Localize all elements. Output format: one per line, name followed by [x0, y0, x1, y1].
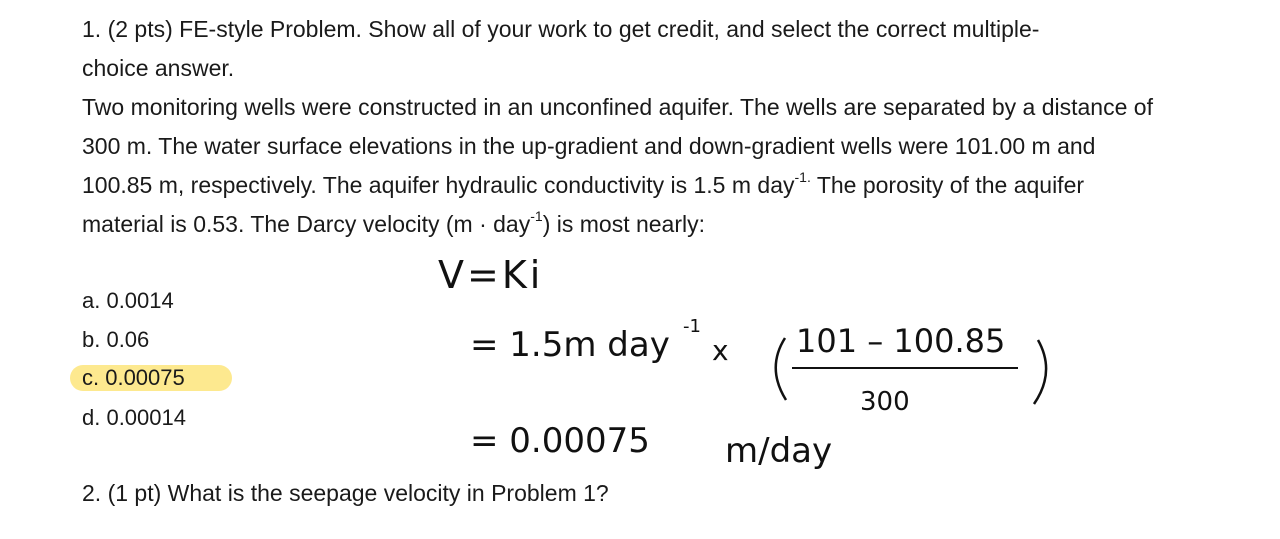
problem-1-statement — [82, 88, 1162, 244]
handwritten-times: x — [712, 334, 729, 367]
problem-1-header — [82, 10, 1162, 88]
handwritten-denominator: 300 — [860, 387, 910, 417]
unit-exponent-2: -1 — [530, 208, 543, 225]
problem-1-line-2: choice answer. — [82, 55, 235, 81]
left-paren — [776, 338, 786, 400]
statement-part-1: Two monitoring wells were constructed in an unconfined aquifer. The wells are separated by a distance of 300 m. The water surface elevations in the up-gradient and down-gradient wells were 101.00 m and 100.85 m, respectively. The aquifer hydraulic conductivity is 1.5 m day — [82, 94, 1153, 198]
statement-part-2: The porosity of the aquifer material is 0.53. The Darcy velocity (m · day — [82, 172, 1085, 237]
right-paren — [1034, 340, 1046, 404]
answer-choices — [70, 281, 232, 437]
handwritten-numerator: 101 – 100.85 — [796, 322, 1006, 360]
choice-a[interactable]: a. 0.0014 — [82, 288, 174, 313]
problem-2-text: 2. (1 pt) What is the seepage velocity in Problem 1? — [82, 480, 609, 506]
handwritten-exponent: -1 — [683, 316, 701, 337]
choice-c-highlighted[interactable]: c. 0.00075 — [70, 365, 232, 391]
choice-d[interactable]: d. 0.00014 — [82, 405, 186, 430]
unit-exponent-1: -1. — [794, 169, 811, 186]
handwritten-formula: V=Ki — [438, 253, 544, 297]
handwritten-result: = 0.00075 — [470, 421, 650, 461]
problem-1-line-1: 1. (2 pts) FE-style Problem. Show all of your work to get credit, and select the correct multiple- — [82, 16, 1040, 42]
handwritten-equation-1: = 1.5m day — [470, 325, 670, 365]
statement-part-3: ) is most nearly: — [542, 211, 706, 237]
choice-b[interactable]: b. 0.06 — [82, 327, 150, 352]
handwritten-unit: m/day — [725, 431, 833, 471]
problem-1-text — [82, 10, 1162, 244]
